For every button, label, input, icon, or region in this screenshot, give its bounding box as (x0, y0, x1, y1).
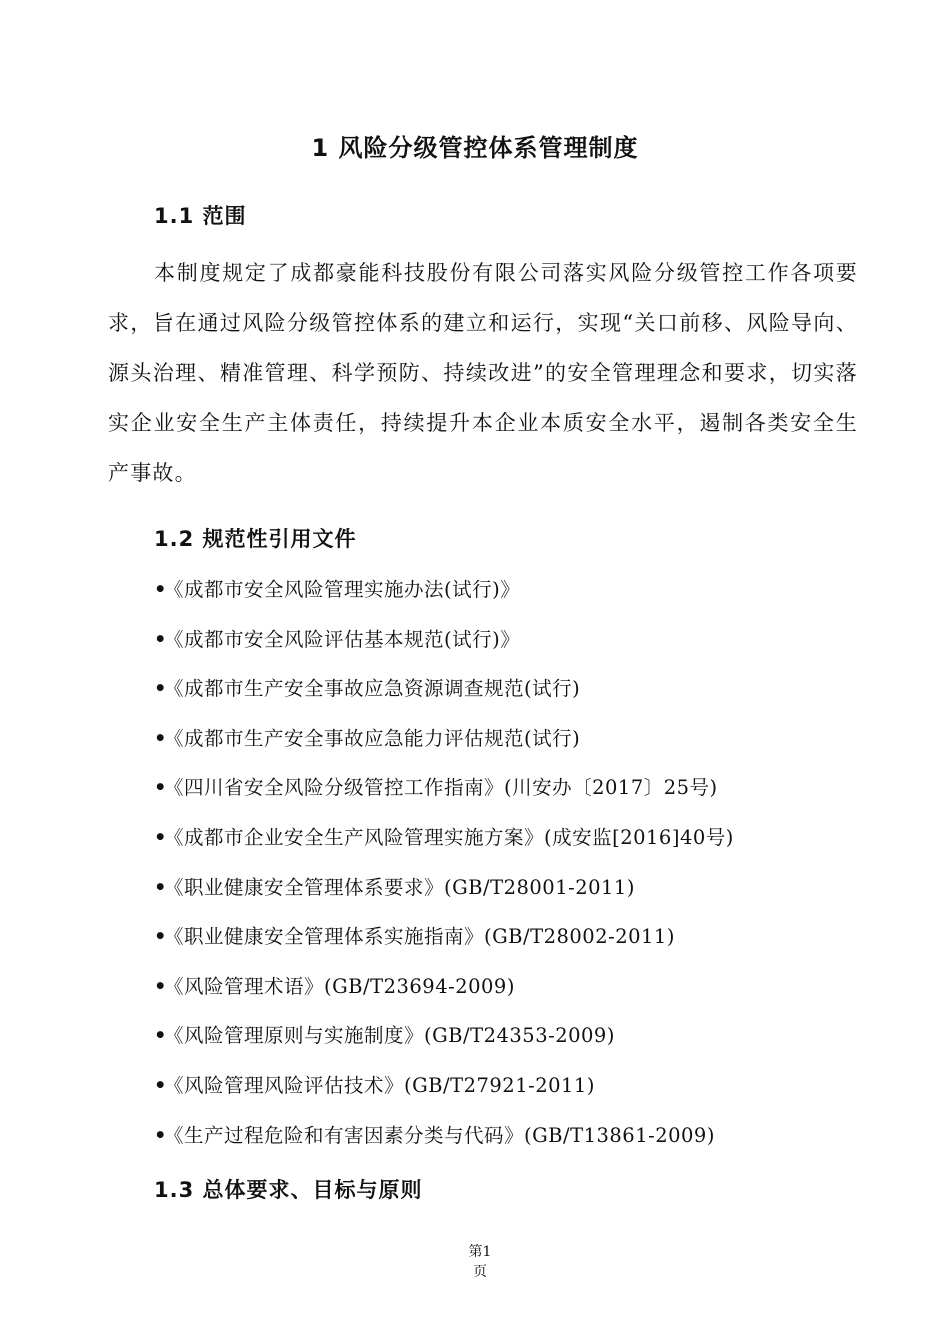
reference-text: 《四川省安全风险分级管控工作指南》(川安办〔2017〕25号) (164, 776, 718, 800)
section-heading-references: 1.2 规范性引用文件 (154, 527, 357, 551)
bullet-icon: • (154, 578, 167, 601)
reference-text: 《成都市生产安全事故应急资源调查规范(试行) (164, 677, 581, 701)
bullet-icon: • (154, 1123, 167, 1147)
reference-text: 《成都市企业安全生产风险管理实施方案》(成安监[2016]40号) (164, 825, 734, 849)
reference-text: 《生产过程危险和有害因素分类与代码》(GB/T13861-2009) (164, 1123, 715, 1147)
reference-text: 《风险管理风险评估技术》(GB/T27921-2011) (164, 1073, 595, 1097)
reference-text: 《职业健康安全管理体系实施指南》(GB/T28002-2011) (164, 925, 675, 949)
bullet-icon: • (154, 1024, 167, 1048)
bullet-icon: • (154, 677, 167, 701)
list-item (154, 714, 734, 764)
bullet-icon: • (154, 627, 167, 651)
list-item (154, 1011, 734, 1061)
page-number-line1: 第1 (468, 1244, 492, 1260)
reference-text: 《成都市安全风险管理实施办法(试行)》 (164, 578, 521, 601)
bullet-icon: • (154, 726, 167, 750)
reference-text: 《风险管理原则与实施制度》(GB/T24353-2009) (164, 1024, 615, 1048)
reference-list (154, 565, 734, 1160)
list-item (154, 912, 734, 962)
list-item (154, 962, 734, 1012)
reference-text: 《职业健康安全管理体系要求》(GB/T28001-2011) (164, 875, 635, 899)
list-item (154, 813, 734, 863)
list-item (154, 664, 734, 714)
reference-text: 《成都市安全风险评估基本规范(试行)》 (164, 627, 521, 651)
reference-text: 《风险管理术语》(GB/T23694-2009) (164, 974, 515, 998)
reference-text: 《成都市生产安全事故应急能力评估规范(试行) (164, 726, 581, 750)
bullet-icon: • (154, 875, 167, 899)
list-item (154, 763, 734, 813)
bullet-icon: • (154, 925, 167, 949)
page-number-line2: 页 (473, 1264, 487, 1280)
list-item (154, 863, 734, 913)
bullet-icon: • (154, 825, 167, 849)
scope-paragraph: 本制度规定了成都豪能科技股份有限公司落实风险分级管控工作各项要求，旨在通过风险分级管控体系的建立和运行，实现“关口前移、风险导向、源头治理、精准管理、科学预防、持续改进”的安全管理理念和要求，切实落实企业安全生产主体责任，持续提升本企业本质安全水平，遏制各类安全生产事故。 (108, 261, 858, 485)
list-item (154, 1061, 734, 1111)
page-number (445, 1242, 515, 1282)
bullet-icon: • (154, 1073, 167, 1097)
list-item (154, 615, 734, 665)
document-title: 1 风险分级管控体系管理制度 (311, 134, 639, 162)
section-heading-scope: 1.1 范围 (154, 204, 247, 228)
section-heading-requirements: 1.3 总体要求、目标与原则 (154, 1178, 423, 1202)
list-item (154, 1111, 734, 1161)
bullet-icon: • (154, 776, 167, 800)
list-item (154, 565, 734, 615)
bullet-icon: • (154, 974, 167, 998)
